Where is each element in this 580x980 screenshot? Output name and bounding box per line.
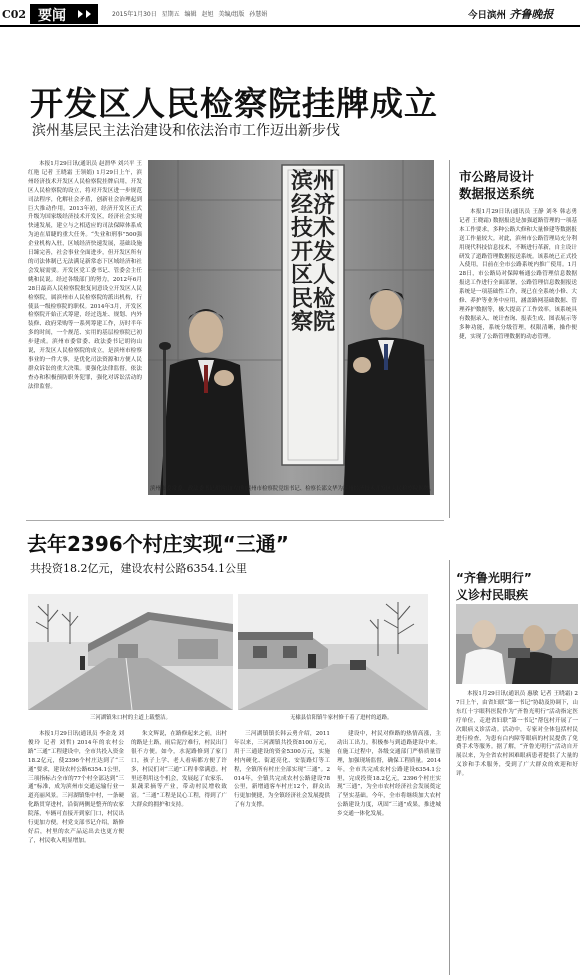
brand-logo: 齐鲁晚报 (509, 8, 554, 21)
second-body-col4: 建设中，村民对修路的热情高涨，主动出工出力，积极参与到道路建设中来。在施工过程中，各级交通部门严格质量管理，加强现场监督，确保工程质量。2014年，全市共完成农村公路建设6354.1公里，完成投资18.2亿元，2396个村庄实现“三通”，为全市农村经济社会发展奠定了坚实基础。今年，全市将继续加大农村公路建设力度，巩固“三通”成果，推进城乡交通一体化发展。 (337, 731, 441, 818)
header-rule (0, 25, 580, 27)
issue-meta: 2015年1月30日 星期五 编辑 赵旭 美编/组版 孙慧娟 (112, 11, 268, 18)
column-divider (449, 160, 450, 518)
section-divider (26, 520, 444, 521)
doctor-headline (456, 570, 578, 604)
lead-body: 本报1月29日讯(通讯员 赵渭华 刘兴平 王红艳 记者 王晓霜 王领娟) 1月29日上午，滨州经济技术开发区人民检察院挂牌启用，开发区人民检察院的设立，将对开发区进一步规范司法程序，化解社会矛盾，创新社会治理起到巨大推动作用。2013年初，经济开发区正式升级为国家级经济技术开发区，经济社会实现快速发展，建立与之相适应的司法保障体系成为迫在眉睫的重大任务。“失业和刑事”500强企业机构入驻，区域经济快速发展，基础设施日臻完善，社会事业全面进步，但开发区所有的司法体制已无法满足新常态下区域经济和社会发展需要。开发区党工委书记、管委会主任姚和民说。经过各级部门的努力，2012年6月28日最高人民检察院批复同意设立开发区人民检察院，属滨州市人民检察院的派出机构，行使县一级检察院的职权。2014年3月，开发区检察院开始正式筹建，经过选址、规划、内外装修、政府采购等一系列筹建工作，历时半年多的时间，一个规范、实用的基层检察院已初步建成。滨州市委常委、政法委书记胡钧山说，开发区人民检察院的成立，是滨州市检察事业的一件大事，是优化司法资源和方便人民群众诉讼的重大决策。要强化法律监督，依法查办和积极预防职务犯罪，强化对诉讼活动的法律监督。 (28, 161, 142, 390)
doctor-body: 本报1月29日讯(通讯员 惠敏 记者 王晓霜) 27日上午，由省妇联“第一书记”协助及协调下，山东红十字眼科医院作为“齐鲁光明行”活动指定医疗单位，走进省妇联“第一书记”帮包村开展了一次眼病义诊活动。活动中，专家对全体包括村民进行检查，为患有白内障等眼病的村民提供了免费手术等服务。据了解，“齐鲁光明行”活动自开展以来，为全省农村困难眼病患者提供了大量的义诊和手术服务，受到了广大群众的欢迎和好评。 (456, 691, 578, 778)
second-body-col1: 本报1月29日讯(通讯员 李金龙 刘俊玲 记者 刘哲) 2014年的农村公路“三通”工程建设中，全市共投入资金18.2亿元，使2396个村庄达到了“三通”要求，建设农村公路6354.1公里，三项指标占全市的77个村全部达到“三通”标准，成为滨州市交通运输行业一道亮丽风景。三河湖镇集中村，一条硬化路贯穿进村，沿街两侧是整齐的农家院落，车辆可直接开到家门口，村民出行更加方便。村党支部书记介绍，路修好后，村里的农产品运出去也更方便了，村民收入明显增加。 (28, 731, 124, 844)
lead-photo (148, 160, 434, 495)
village-photo-left-caption: 三河湖镇朱口村的主道上载整洁。 (90, 715, 171, 721)
second-body-col3: 三河湖镇镇长韩云勇介绍，2011年以来，三河湖镇共投资8100万元，用于三通建设的资金5300万元，实施村内硬化、街道亮化、安装路灯等工程，全镇所有村庄全部实现“三通”。2014年，全镇共完成农村公路建设78公里，新增通客车村庄12个，群众出行更加便捷，为全镇经济社会发展提供了有力支撑。 (234, 731, 330, 809)
section-title: 要闻 (38, 8, 66, 24)
lead-headline: 开发区人民检察院挂牌成立 (30, 84, 438, 123)
village-photo-right-caption: 无棣县信阳镇牛家村修千着了进村的道路。 (290, 715, 393, 721)
section-band (30, 4, 98, 24)
eye-clinic-photo-image (456, 604, 578, 684)
village-photo-left (28, 594, 233, 710)
column-divider (449, 560, 450, 975)
doctor-headline-line1: “齐鲁光明行” (456, 571, 532, 585)
arrow-icon (86, 10, 91, 18)
lead-subhead: 滨州基层民主法治建设和依法治市工作迈出新步伐 (32, 123, 340, 139)
village-photo-right-image (238, 594, 428, 710)
side-body: 本报1月29日讯(通讯员 王静 刘冬 韩志勇 记者 王晓霜) 数据报送是加强道路管理的一项基本工作要求，多种公路大修和大量修建等数据报送工作量较大。对此，滨州市公路管理局充分利用现代科技信息技术，不断进行革新，自主设计研发了道路管理数据报送系统。该系统已正式投入使用，目前在全市公路系统内推广使用。1月28日，市公路局对保障畅通公路管理信息数据报送工作进行全面部署，公路管理信息数据报送系统是一项基础性工作，现已在全系统小修、大修、养护等业务中应用，涵盖路网基础数据、管理养护数据等，极大提高了工作效率。该系统具有数据录入、统计查询、报表生成、图表展示等多种功能，系统分级管理，权限清晰，操作便捷，实现了公路管理数据的动态管理。 (459, 209, 577, 340)
second-subhead: 共投资18.2亿元，建设农村公路6354.1公里 (30, 562, 247, 575)
doctor-headline-line2: 义诊村民眼疾 (456, 588, 529, 602)
brand-name (468, 6, 553, 22)
lead-photo-caption: 滨州市委常委、政法委书记胡钧山(左)和滨州市检察院党组书记、检察长邵文华为滨州经济技术开发区人民检察院揭牌。 (150, 486, 435, 492)
brand-text: 今日滨州 (468, 10, 507, 21)
eye-clinic-photo (456, 604, 578, 684)
arrow-icon (78, 10, 83, 18)
side-headline (459, 168, 579, 202)
village-photo-right (238, 594, 428, 710)
second-body-col2: 朱文辉说，在路修起来之前，出村的路是土路，雨后泥泞难行，村民出门很不方便。如今，水泥路修到了家门口，孩子上学、老人看病都方便了许多，村民们对“三通”工程非常满意。村里还利用这个机会，发展起了农家乐、果蔬采摘等产业，带动村民增收致富。“三通”工程是民心工程，得到了广大群众的拥护和支持。 (131, 731, 227, 809)
village-photo-left-image (28, 594, 233, 710)
plaque-text: 滨州经济技术开发区人民检察院 (290, 168, 335, 335)
side-headline-line2: 数据报送系统 (459, 186, 535, 201)
page-number: C02 (2, 8, 27, 21)
side-headline-line1: 市公路局设计 (459, 169, 535, 184)
second-headline: 去年2396个村庄实现“三通” (27, 532, 289, 556)
